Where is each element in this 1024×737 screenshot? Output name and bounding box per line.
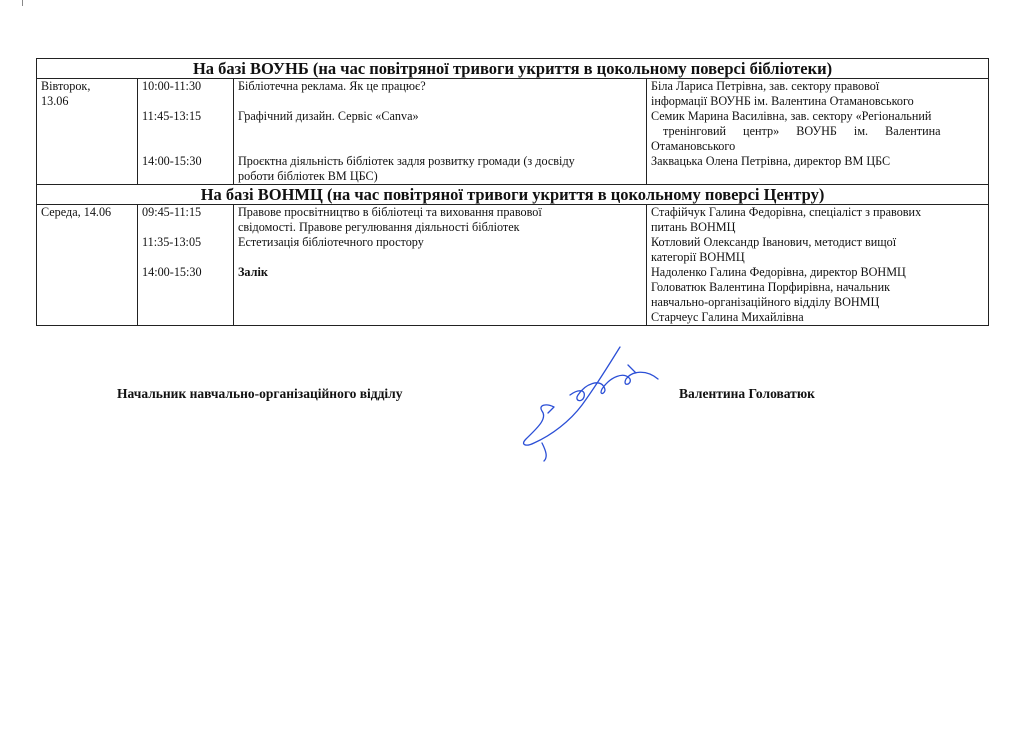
topic-cell bbox=[234, 79, 647, 185]
handwritten-signature bbox=[512, 343, 662, 463]
session-topic: Проєктна діяльність бібліотек задля розвитку громади (з досвіду bbox=[238, 154, 575, 168]
lecturer-text: питань ВОНМЦ bbox=[651, 220, 736, 234]
day-label: Вівторок, bbox=[41, 79, 91, 93]
signatory-position: Начальник навчально-організаційного відділу bbox=[117, 386, 403, 401]
session-topic: Естетизація бібліотечного простору bbox=[238, 235, 424, 249]
session-topic: свідомості. Правове регулювання діяльності бібліотек bbox=[238, 220, 520, 234]
table-row bbox=[37, 205, 989, 326]
lecturer-text: Стафійчук Галина Федорівна, спеціаліст з правових bbox=[651, 205, 922, 219]
lecturer-text: Котловий Олександр Іванович, методист вищої bbox=[651, 235, 897, 249]
session-topic: Графічний дизайн. Сервіс «Canva» bbox=[238, 109, 419, 123]
section-header-row bbox=[37, 59, 989, 79]
time-cell bbox=[138, 205, 234, 326]
lecturer-text: Старчеус Галина Михайлівна bbox=[651, 310, 804, 324]
session-topic: Бібліотечна реклама. Як це працює? bbox=[238, 79, 426, 93]
section-header-row bbox=[37, 185, 989, 205]
day-cell bbox=[37, 79, 138, 185]
lecturer-text: категорії ВОНМЦ bbox=[651, 250, 745, 264]
day-cell bbox=[37, 205, 138, 326]
lecturer-text: Надоленко Галина Федорівна, директор ВОНМЦ bbox=[651, 265, 906, 279]
session-topic: роботи бібліотек ВМ ЦБС) bbox=[238, 169, 378, 183]
scan-mark bbox=[22, 0, 23, 6]
lecturer-cell bbox=[647, 79, 989, 185]
lecturer-cell bbox=[647, 205, 989, 326]
lecturer-text: навчально-організаційного відділу ВОНМЦ bbox=[651, 295, 880, 309]
table-row bbox=[37, 79, 989, 185]
session-time: 14:00-15:30 bbox=[142, 265, 202, 279]
lecturer-text: тренінговий центр» ВОУНБ ім. Валентина bbox=[663, 124, 941, 138]
session-topic: Правове просвітництво в бібліотеці та виховання правової bbox=[238, 205, 542, 219]
lecturer-text: Отамановського bbox=[651, 139, 736, 153]
day-label: Середа, 14.06 bbox=[41, 205, 112, 219]
session-time: 09:45-11:15 bbox=[142, 205, 202, 219]
day-date: 13.06 bbox=[41, 94, 69, 108]
lecturer-text: інформації ВОУНБ ім. Валентина Отамановського bbox=[651, 94, 914, 108]
section-title: На базі ВОУНБ (на час повітряної тривоги укриття в цокольному поверсі бібліотеки) bbox=[37, 59, 989, 79]
session-time: 14:00-15:30 bbox=[142, 154, 202, 168]
session-time: 11:35-13:05 bbox=[142, 235, 202, 249]
time-cell bbox=[138, 79, 234, 185]
session-time: 10:00-11:30 bbox=[142, 79, 202, 93]
schedule-table bbox=[36, 58, 989, 326]
signatory-name: Валентина Головатюк bbox=[679, 386, 815, 401]
session-topic: Залік bbox=[238, 265, 268, 279]
lecturer-text: Заквацька Олена Петрівна, директор ВМ ЦБС bbox=[651, 154, 891, 168]
lecturer-text: Семик Марина Василівна, зав. сектору «Регіональний bbox=[651, 109, 932, 123]
lecturer-text: Головатюк Валентина Порфирівна, начальник bbox=[651, 280, 891, 294]
lecturer-text: Біла Лариса Петрівна, зав. сектору правової bbox=[651, 79, 880, 93]
section-title: На базі ВОНМЦ (на час повітряної тривоги укриття в цокольному поверсі Центру) bbox=[37, 185, 989, 205]
session-time: 11:45-13:15 bbox=[142, 109, 202, 123]
topic-cell bbox=[234, 205, 647, 326]
